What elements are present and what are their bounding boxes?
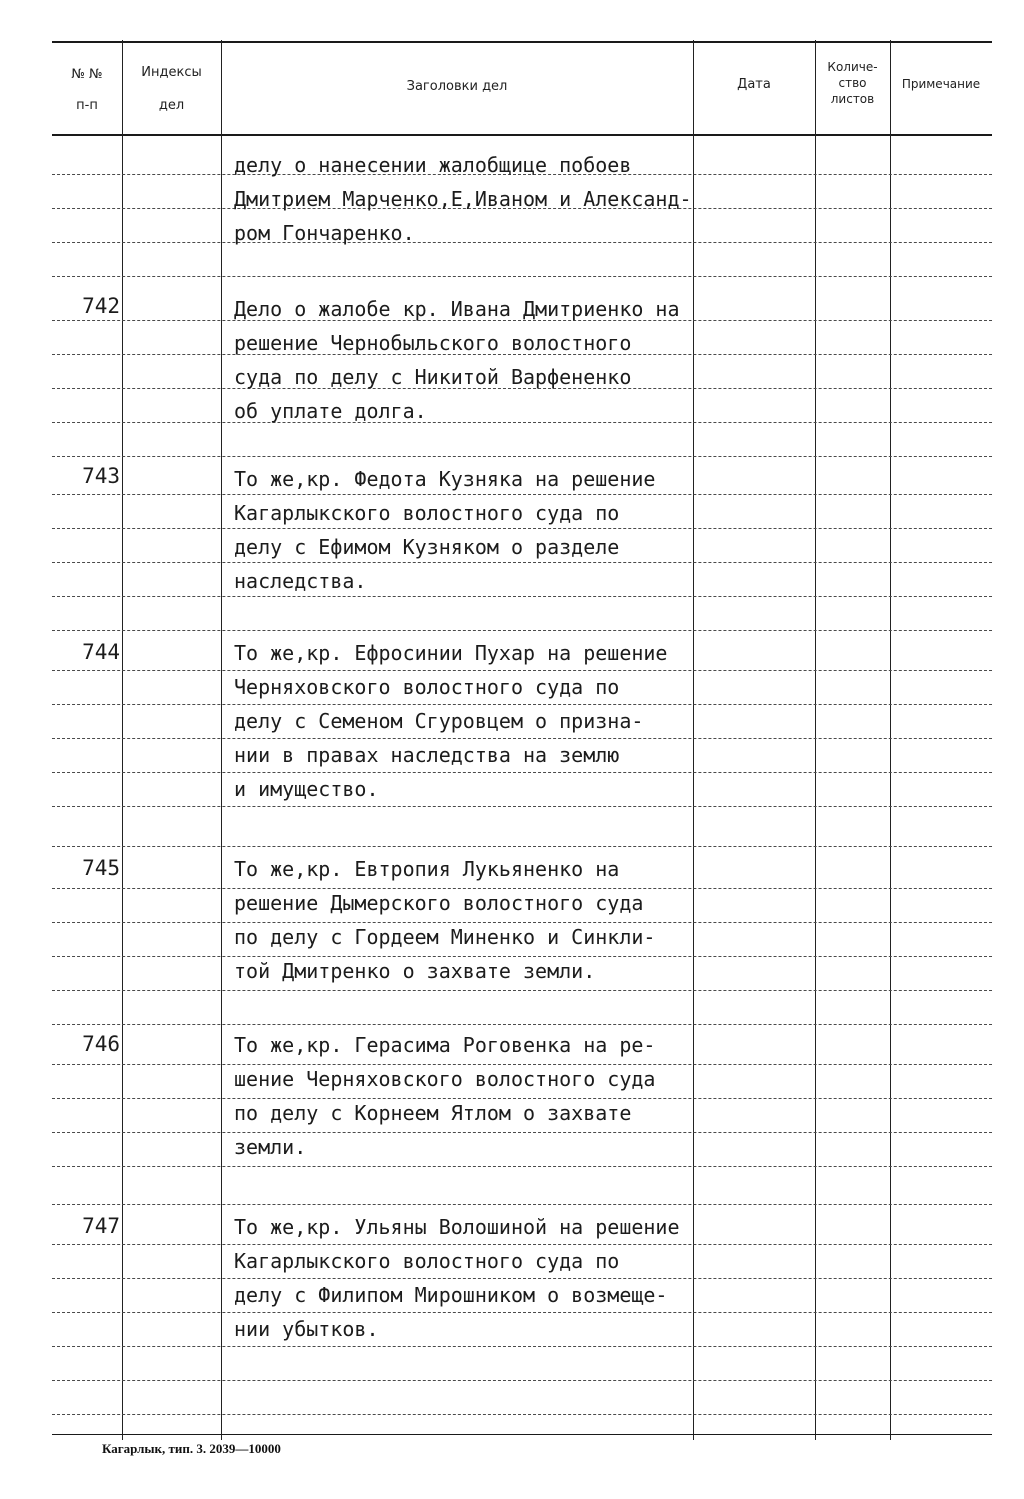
entry-line: решение Чернобыльского волостного: [234, 331, 632, 355]
entry-line: и имущество.: [234, 777, 379, 801]
row-rule: [52, 1346, 992, 1347]
row-rule: [52, 630, 992, 631]
entry-text: [234, 292, 680, 428]
header-count-line1: Количе-: [827, 60, 878, 74]
entry-number: 746: [82, 1032, 120, 1056]
row-rule: [52, 276, 992, 277]
column-divider: [890, 40, 891, 1440]
entry-line: То же,кр. Ефросинии Пухар на решение: [234, 641, 668, 665]
header-index-line2: дел: [158, 98, 185, 113]
entry-line: об уплате долга.: [234, 399, 427, 423]
entry-line: делу с Филипом Мирошником о возмеще-: [234, 1283, 668, 1307]
entry-line: Дело о жалобе кр. Ивана Дмитриенко на: [234, 297, 680, 321]
header-sheet-count: [815, 59, 890, 107]
header-bottom-rule: [52, 134, 992, 136]
entry-text: [234, 1028, 655, 1164]
row-rule: [52, 1204, 992, 1205]
row-rule: [52, 1380, 992, 1381]
entry-number: 747: [82, 1214, 120, 1238]
column-divider: [122, 40, 123, 1440]
entry-line: Черняховского волостного суда по: [234, 675, 620, 699]
entry-text: [234, 148, 692, 250]
header-count-line3: листов: [830, 92, 875, 106]
header-number: [52, 66, 122, 114]
header-notes: Примечание: [901, 77, 981, 91]
table-top-rule: [52, 41, 992, 43]
row-rule: [52, 1024, 992, 1025]
entry-line: То же,кр. Герасима Роговенка на ре-: [234, 1033, 656, 1057]
row-rule: [52, 806, 992, 807]
entry-line: делу с Семеном Сгуровцем о призна-: [234, 709, 644, 733]
entry-number: 742: [82, 294, 120, 318]
header-index-line1: Индексы: [141, 65, 202, 80]
entry-text: [234, 462, 655, 598]
entry-line: нии убытков.: [234, 1317, 379, 1341]
entry-line: той Дмитренко о захвате земли.: [234, 959, 596, 983]
entry-line: ром Гончаренко.: [234, 221, 415, 245]
entry-line: делу о нанесении жалобщице побоев: [234, 153, 632, 177]
entry-line: решение Дымерского волостного суда: [234, 891, 644, 915]
entry-line: по делу с Гордеем Миненко и Синкли-: [234, 925, 656, 949]
entry-number: 744: [82, 640, 120, 664]
entry-number: 743: [82, 464, 120, 488]
row-rule: [52, 990, 992, 991]
header-index: [122, 64, 221, 114]
header-count-line2: ство: [838, 76, 867, 90]
header-date: Дата: [737, 77, 771, 92]
entry-line: Кагарлыкского волостного суда по: [234, 1249, 620, 1273]
entry-line: То же,кр. Евтропия Лукьяненко на: [234, 857, 620, 881]
entry-line: наследства.: [234, 569, 367, 593]
header-number-line2: п-п: [76, 98, 98, 113]
table-bottom-rule: [52, 1434, 992, 1435]
entry-line: суда по делу с Никитой Варфененко: [234, 365, 632, 389]
entry-line: Дмитрием Марченко,Е,Иваном и Александ-: [234, 187, 692, 211]
header-titles: Заголовки дел: [406, 79, 508, 94]
entry-line: То же,кр. Федота Кузняка на решение: [234, 467, 656, 491]
entry-line: земли.: [234, 1135, 307, 1159]
row-rule: [52, 1166, 992, 1167]
entry-number: 745: [82, 856, 120, 880]
row-rule: [52, 456, 992, 457]
column-divider: [221, 40, 222, 1440]
entry-text: [234, 852, 655, 988]
column-divider: [693, 40, 694, 1440]
row-rule: [52, 1414, 992, 1415]
entry-line: шение Черняховского волостного суда: [234, 1067, 656, 1091]
entry-text: [234, 636, 667, 806]
row-rule: [52, 846, 992, 847]
entry-line: То же,кр. Ульяны Волошиной на решение: [234, 1215, 680, 1239]
column-divider: [815, 40, 816, 1440]
entry-line: по делу с Корнеем Ятлом о захвате: [234, 1101, 632, 1125]
printer-imprint: Кагарлык, тип. 3. 2039—10000: [102, 1441, 281, 1456]
header-number-line1: № №: [71, 67, 103, 82]
entry-line: Кагарлыкского волостного суда по: [234, 501, 620, 525]
entry-text: [234, 1210, 680, 1346]
entry-line: нии в правах наследства на землю: [234, 743, 620, 767]
entry-line: делу с Ефимом Кузняком о разделе: [234, 535, 620, 559]
